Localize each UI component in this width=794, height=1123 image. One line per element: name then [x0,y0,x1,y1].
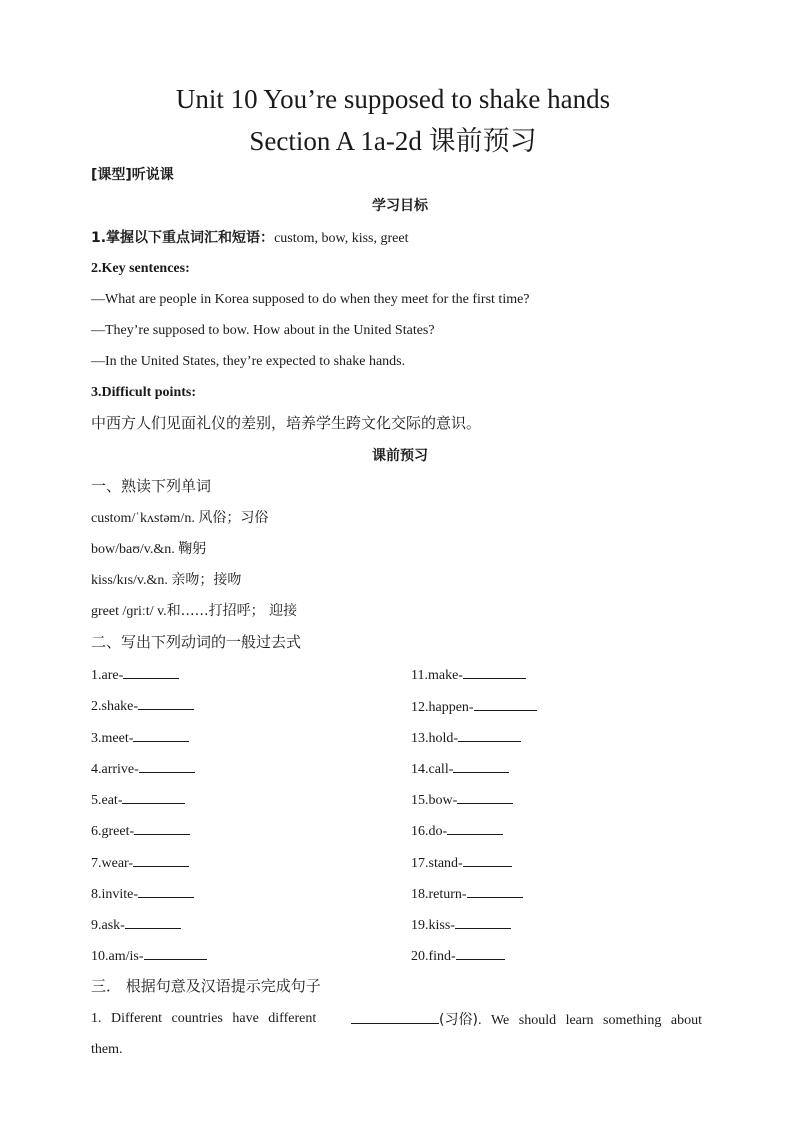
verb-label: 2.shake- [91,699,139,714]
answer-blank[interactable] [463,852,512,867]
vocab-word: custom/ˈkʌstəm/n. [91,511,195,526]
verb-label: 20.find- [411,949,456,964]
verb-item [411,758,509,780]
answer-blank[interactable] [139,758,195,773]
verb-item [91,820,190,842]
key-sentence-3: —In the United States, they’re expected to shake hands. [91,354,406,369]
verb-label: 17.stand- [411,856,463,871]
verb-label: 14.call- [411,762,454,777]
key-sentence-2: —They’re supposed to bow. How about in the United States? [91,323,435,338]
verb-label: 1.are- [91,668,124,683]
answer-blank[interactable] [467,883,523,898]
question-1-continuation: them. [91,1042,123,1057]
vocab-item [91,570,241,591]
verb-label: 11.make- [411,668,463,683]
verb-item [91,727,189,749]
difficult-points-text: 中西方人们见面礼仪的差别，培养学生跨文化交际的意识。 [91,414,482,432]
key-sentences-label: 2.Key sentences: [91,261,190,276]
verb-label: 18.return- [411,887,467,902]
verb-label: 6.greet- [91,824,135,839]
answer-blank[interactable] [457,789,513,804]
answer-blank[interactable] [463,664,526,679]
question-1-hint: (习俗) [439,1012,478,1028]
verb-item [91,883,194,905]
verb-item [411,727,521,749]
part3-title: 三． 根据句意及汉语提示完成句子 [91,977,321,995]
verb-item [411,883,523,905]
answer-blank[interactable] [133,727,189,742]
verb-label: 10.am/is- [91,949,144,964]
verb-item [411,789,513,811]
vocab-word: greet /ɡriːt/ v. [91,604,167,619]
verb-label: 4.arrive- [91,762,139,777]
answer-blank[interactable] [122,789,185,804]
difficult-points-label: 3.Difficult points: [91,385,196,400]
verb-label: 13.hold- [411,731,459,746]
verb-label: 5.eat- [91,793,123,808]
objective-vocabulary-words: custom, bow, kiss, greet [274,231,409,246]
verb-item [91,789,185,811]
answer-blank[interactable] [138,883,194,898]
answer-blank[interactable] [134,820,190,835]
answer-blank[interactable] [447,820,503,835]
vocab-item [91,508,268,529]
verb-label: 12.happen- [411,700,474,715]
lesson-type: [课型]听说课 [91,167,174,183]
vocab-item [91,539,206,560]
verb-label: 8.invite- [91,887,139,902]
answer-blank[interactable] [125,914,181,929]
verb-label: 15.bow- [411,793,458,808]
verb-item [411,852,512,874]
question-1-end: . We should learn something about [477,1013,702,1028]
answer-blank[interactable] [138,695,194,710]
verb-item [411,820,503,842]
answer-blank[interactable] [453,758,509,773]
part1-title: 一、熟读下列单词 [91,477,212,495]
key-sentence-1: —What are people in Korea supposed to do when they meet for the first time? [91,292,530,307]
vocab-meaning: 鞠躬 [178,541,207,557]
verb-item [91,695,194,717]
verb-item [411,664,526,686]
question-1-answer [351,1009,702,1031]
verb-item [411,945,505,967]
verb-item [411,696,537,718]
answer-blank[interactable] [133,852,189,867]
verb-label: 9.ask- [91,918,125,933]
vocab-meaning: 和……打招呼； 迎接 [166,603,298,619]
vocab-item [91,601,297,622]
question-1-start: 1. Different countries have different [91,1011,317,1026]
section-title: Section A 1a-2d 课前预习 [249,126,537,156]
answer-blank[interactable] [144,945,207,960]
verb-label: 16.do- [411,824,448,839]
verb-item [91,945,207,967]
vocab-word: kiss/kɪs/v.&n. [91,573,168,588]
vocab-word: bow/baʊ/v.&n. [91,542,175,557]
vocab-meaning: 亲吻；接吻 [171,572,242,588]
answer-blank[interactable] [474,696,537,711]
answer-blank[interactable] [123,664,179,679]
objective-vocabulary-label: 1.掌握以下重点词汇和短语： [91,230,275,246]
objectives-heading: 学习目标 [372,198,428,214]
verb-item [91,758,195,780]
verb-label: 7.wear- [91,856,134,871]
objective-vocabulary [91,228,408,249]
preview-heading: 课前预习 [372,448,428,464]
verb-label: 3.meet- [91,731,134,746]
verb-label: 19.kiss- [411,918,455,933]
question-1 [91,1009,702,1031]
verb-item [411,914,511,936]
unit-title: Unit 10 You’re supposed to shake hands [175,84,611,114]
vocab-meaning: 风俗；习俗 [198,510,269,526]
answer-blank[interactable] [455,914,511,929]
verb-item [91,914,181,936]
verb-item [91,664,179,686]
answer-blank[interactable] [458,727,521,742]
part2-title: 二、写出下列动词的一般过去式 [91,633,302,651]
verb-item [91,852,189,874]
answer-blank[interactable] [351,1009,439,1024]
answer-blank[interactable] [456,945,505,960]
